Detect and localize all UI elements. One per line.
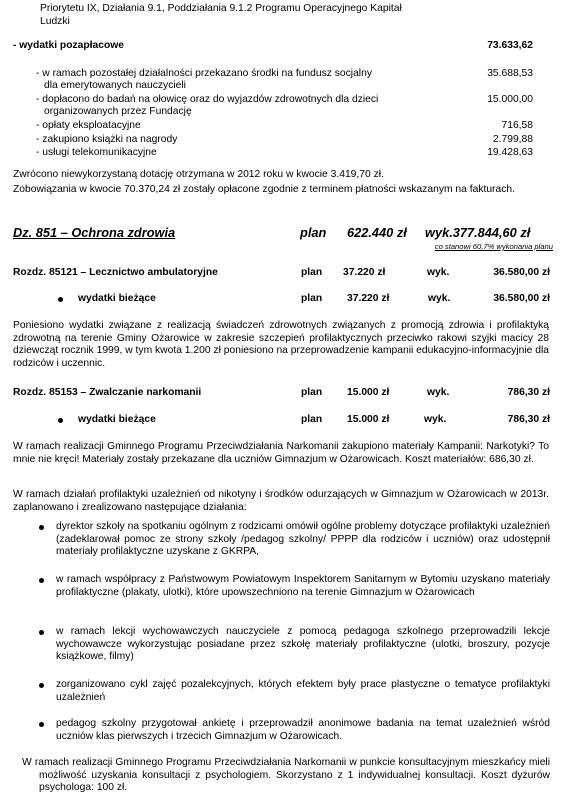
r85121-plan-label: plan	[301, 267, 323, 278]
section-plan-label: plan	[300, 225, 327, 240]
r85153-current-label: wydatki bieżące	[78, 414, 156, 425]
bullet-icon	[58, 297, 63, 302]
r85153-current-plan-value: 15.000 zł	[347, 414, 390, 425]
r85121-exec-value: 36.580,00 zł	[493, 267, 550, 278]
bullet-icon	[58, 418, 63, 423]
r85121-plan-value: 37.220 zł	[343, 267, 386, 278]
header-line-2: Ludzki	[40, 16, 70, 27]
expense-item-2-amount: 15.000,00	[487, 94, 533, 105]
r85121-current-plan-value: 37.220 zł	[347, 293, 390, 304]
r85153-current-exec-value: 786,30 zł	[507, 414, 550, 425]
section-execution-note: co stanowi 60,7% wykonania planu	[434, 242, 553, 251]
expense-item-2-line-2: organizowanych przez Fundację	[44, 106, 192, 117]
non-salary-label: - wydatki pozapłacowe	[13, 40, 125, 51]
r85121-description: Poniesiono wydatki związane z realizacją świadczeń zdrowotnych związanych z promocją zdrowia i profilaktyką zdrowotną na terenie Gminy Ożarowice w zakresie szczepień profilaktycznych przeciwko rakowi szyjki macicy 28 dziewcząt rocznik 1999, w tym kwota 1.200 zł poniesiono na przeprowadzenie kampanii edukacyjno-informacyjnie dla rodziców i uczennic.	[13, 320, 549, 369]
expense-item-3-label: - opłaty eksploatacyjne	[36, 120, 141, 131]
header-line-1: Priorytetu IX, Działania 9.1, Poddziałania 9.1.2 Programu Operacyjnego Kapitał	[40, 3, 402, 14]
expense-item-5-label: - usługi telekomunikacyjne	[36, 147, 157, 158]
non-salary-amount: 73.633,62	[487, 40, 533, 51]
r85153-current-exec-label: wyk.	[424, 414, 447, 425]
section-execution: wyk.377.844,60 zł	[425, 225, 531, 240]
bullet-icon	[39, 578, 44, 583]
r85121-current-label: wydatki bieżące	[78, 293, 156, 304]
expense-item-4-amount: 2.799,88	[492, 134, 533, 145]
r85153-current-plan-label: plan	[301, 414, 323, 425]
r85153-title: Rozdz. 85153 – Zwalczanie narkomanii	[13, 387, 202, 398]
expense-item-3-amount: 716,58	[501, 120, 533, 131]
expense-item-1-line-2: dla emerytowanych nauczycieli	[44, 80, 186, 91]
prevention-bullet-5: pedagog szkolny przygotował ankietę i przeprowadził anonimowe badania na temat uzależnień wśród uczniów klas pierwszych i trzecich Gimnazjum w Ożarowicach.	[56, 718, 550, 742]
r85153-exec-value: 786,30 zł	[507, 387, 550, 398]
expense-item-2-line-1: - dopłacono do badań na ołowicę oraz do wyjazdów zdrowotnych dla dzieci	[36, 94, 379, 105]
r85121-exec-label: wyk.	[427, 267, 450, 278]
expense-item-1-line-1: - w ramach pozostałej działalności przekazano środki na fundusz socjalny	[36, 68, 372, 79]
expense-item-1-amount: 35.688,53	[487, 68, 533, 79]
expense-item-4-label: - zakupiono książki na nagrody	[36, 134, 178, 145]
r85153-exec-label: wyk.	[427, 387, 450, 398]
expense-item-5-amount: 19.428,63	[487, 147, 533, 158]
r85121-current-exec-value: 36.580,00 zł	[493, 293, 550, 304]
bullet-icon	[39, 683, 44, 688]
bullet-icon	[39, 722, 44, 727]
bullet-icon	[39, 525, 44, 530]
r85153-text-consultation: W ramach realizacji Gminnego Programu Przeciwdziałania Narkomanii w punkcie konsultacyjnym mieszkańcy mieli możliwość uzyskania konsultacji z psychologiem. Skorzystano z 1 indywidualnej konsultacji. Koszt dyżurów psychologa: 100 zł.	[22, 757, 550, 794]
r85121-title: Rozdz. 85121 – Lecznictwo ambulatoryjne	[13, 267, 218, 278]
refund-text: Zwrócono niewykorzystaną dotację otrzymana w 2012 roku w kwocie 3.419,70 zł.	[13, 169, 384, 180]
r85153-text-campaign: W ramach realizacji Gminnego Programu Przeciwdziałania Narkomanii zakupiono materiały Kampanii: Narkotyki? To mnie nie kręci! Materiały zostały przekazane dla uczniów Gimnazjum w Ożarowicach. Koszt materiałów: 686,30 zł.	[13, 441, 549, 465]
section-title: Dz. 851 – Ochrona zdrowia	[13, 225, 176, 240]
r85153-text-prevention: W ramach działań profilaktyki uzależnień od nikotyny i środków odurzających w Gimnazjum w Ożarowicach w 2013r. zaplanowano i zrealizowano następujące działania:	[13, 489, 549, 513]
obligations-text: Zobowiązania w kwocie 70.370,24 zł zostały opłacone zgodnie z terminem płatności wskazanym na fakturach.	[13, 184, 515, 195]
prevention-bullet-3: w ramach lekcji wychowawczych nauczyciele z pomocą pedagoga szkolnego przeprowadzili lekcje wychowawcze wykorzystując posiadane przez szkołę materiały profilaktyczne (ulotki, broszury, pozycje książkowe, filmy)	[56, 626, 550, 663]
prevention-bullet-2: w ramach współpracy z Państwowym Powiatowym Inspektorem Sanitarnym w Bytomiu uzyskano materiały profilaktyczne (plakaty, ulotki), które upowszechniono na terenie Gimnazjum w Ożarowicach	[56, 574, 550, 598]
bullet-icon	[39, 630, 44, 635]
prevention-bullet-4: zorganizowano cykl zajęć pozalekcyjnych, których efektem były prace plastyczne o tematyce profilaktyki uzależnień	[56, 679, 550, 703]
r85153-plan-value: 15.000 zł	[347, 387, 390, 398]
r85153-plan-label: plan	[301, 387, 323, 398]
section-plan-value: 622.440 zł	[347, 225, 407, 240]
prevention-bullet-1: dyrektor szkoły na spotkaniu ogólnym z rodzicami omówił ogólne problemy dotyczące profilaktyki uzależnień (zadeklarował pomoc ze strony szkoły /pedagog szkolny/ PPPP dla rodziców i uczniów) oraz udostępnił materiały profilaktyczne uzyskane z GKRPA,	[56, 521, 550, 558]
r85121-current-plan-label: plan	[301, 293, 323, 304]
r85121-current-exec-label: wyk.	[428, 293, 451, 304]
